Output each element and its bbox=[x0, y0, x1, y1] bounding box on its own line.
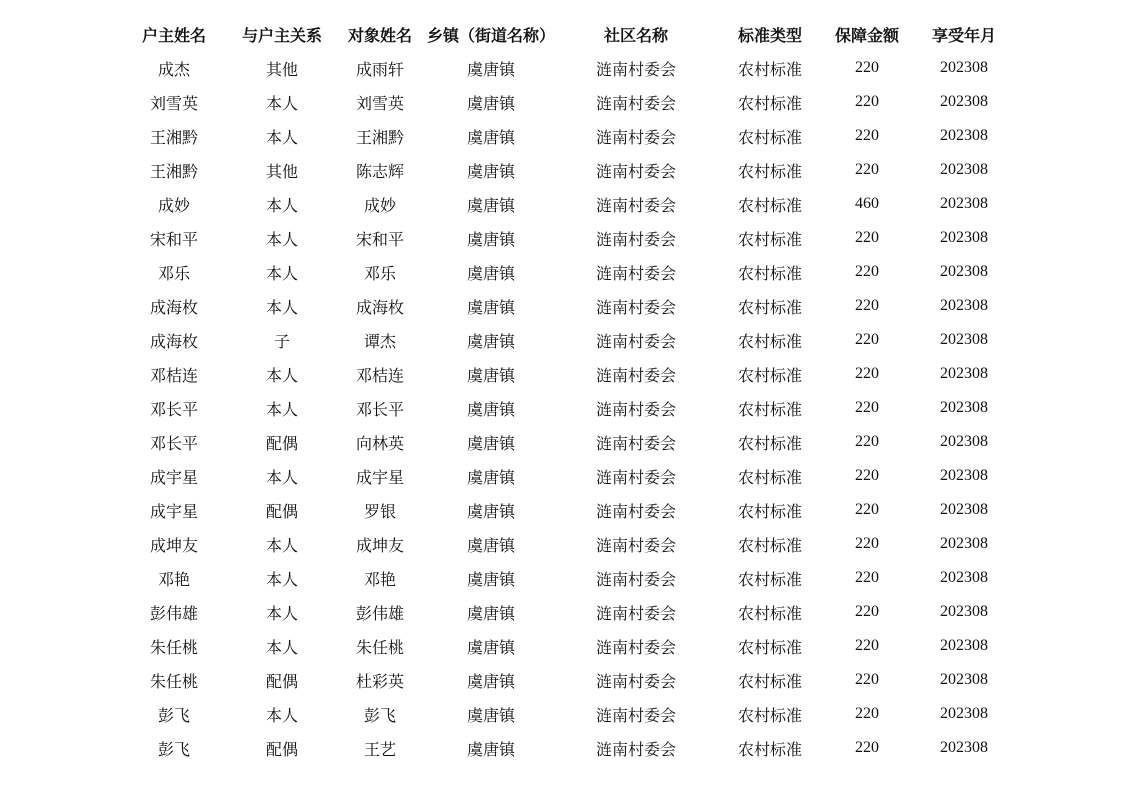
community-cell: 涟南村委会 bbox=[595, 127, 676, 147]
standard-type-cell: 农村标准 bbox=[737, 637, 802, 657]
relationship-cell: 其他 bbox=[265, 59, 298, 79]
beneficiary-name-cell: 邓桔连 bbox=[355, 365, 404, 385]
amount-cell: 220 bbox=[855, 569, 879, 586]
standard-type-cell: 农村标准 bbox=[737, 739, 802, 759]
community-cell: 涟南村委会 bbox=[595, 263, 676, 283]
table-row bbox=[120, 85, 1020, 119]
amount-cell: 220 bbox=[855, 637, 879, 654]
beneficiary-name-cell: 成妙 bbox=[363, 195, 396, 215]
month-cell: 202308 bbox=[940, 195, 988, 212]
community-cell: 涟南村委会 bbox=[595, 297, 676, 317]
household-head-cell: 王湘黔 bbox=[149, 127, 198, 147]
month-cell: 202308 bbox=[940, 263, 988, 280]
township-cell: 虞唐镇 bbox=[466, 59, 515, 79]
column-header-community: 社区名称 bbox=[603, 25, 668, 45]
month-cell: 202308 bbox=[940, 637, 988, 654]
community-cell: 涟南村委会 bbox=[595, 603, 676, 623]
township-cell: 虞唐镇 bbox=[466, 739, 515, 759]
relationship-cell: 配偶 bbox=[265, 433, 298, 453]
community-cell: 涟南村委会 bbox=[595, 671, 676, 691]
amount-cell: 460 bbox=[855, 195, 879, 212]
beneficiary-name-cell: 成雨轩 bbox=[355, 59, 404, 79]
community-cell: 涟南村委会 bbox=[595, 739, 676, 759]
township-cell: 虞唐镇 bbox=[466, 195, 515, 215]
relationship-cell: 本人 bbox=[265, 297, 298, 317]
township-cell: 虞唐镇 bbox=[466, 501, 515, 521]
community-cell: 涟南村委会 bbox=[595, 331, 676, 351]
beneficiary-name-cell: 刘雪英 bbox=[355, 93, 404, 113]
standard-type-cell: 农村标准 bbox=[737, 263, 802, 283]
township-cell: 虞唐镇 bbox=[466, 433, 515, 453]
table-row bbox=[120, 187, 1020, 221]
community-cell: 涟南村委会 bbox=[595, 93, 676, 113]
standard-type-cell: 农村标准 bbox=[737, 433, 802, 453]
relationship-cell: 子 bbox=[273, 331, 290, 351]
community-cell: 涟南村委会 bbox=[595, 59, 676, 79]
relationship-cell: 本人 bbox=[265, 127, 298, 147]
household-head-cell: 彭飞 bbox=[157, 739, 190, 759]
community-cell: 涟南村委会 bbox=[595, 229, 676, 249]
household-head-cell: 成海枚 bbox=[149, 331, 198, 351]
beneficiary-name-cell: 杜彩英 bbox=[355, 671, 404, 691]
community-cell: 涟南村委会 bbox=[595, 637, 676, 657]
relationship-cell: 本人 bbox=[265, 263, 298, 283]
relationship-cell: 配偶 bbox=[265, 739, 298, 759]
beneficiary-name-cell: 成海枚 bbox=[355, 297, 404, 317]
standard-type-cell: 农村标准 bbox=[737, 331, 802, 351]
beneficiary-name-cell: 向林英 bbox=[355, 433, 404, 453]
amount-cell: 220 bbox=[855, 127, 879, 144]
township-cell: 虞唐镇 bbox=[466, 331, 515, 351]
month-cell: 202308 bbox=[940, 569, 988, 586]
township-cell: 虞唐镇 bbox=[466, 297, 515, 317]
table-body bbox=[120, 51, 1020, 765]
township-cell: 虞唐镇 bbox=[466, 569, 515, 589]
table-row bbox=[120, 425, 1020, 459]
relationship-cell: 本人 bbox=[265, 399, 298, 419]
amount-cell: 220 bbox=[855, 331, 879, 348]
township-cell: 虞唐镇 bbox=[466, 161, 515, 181]
standard-type-cell: 农村标准 bbox=[737, 535, 802, 555]
column-header-beneficiary-name: 对象姓名 bbox=[347, 25, 412, 45]
relationship-cell: 其他 bbox=[265, 161, 298, 181]
relationship-cell: 本人 bbox=[265, 229, 298, 249]
relationship-cell: 配偶 bbox=[265, 671, 298, 691]
standard-type-cell: 农村标准 bbox=[737, 501, 802, 521]
household-head-cell: 朱任桃 bbox=[149, 671, 198, 691]
beneficiary-name-cell: 成坤友 bbox=[355, 535, 404, 555]
household-head-cell: 刘雪英 bbox=[149, 93, 198, 113]
month-cell: 202308 bbox=[940, 161, 988, 178]
month-cell: 202308 bbox=[940, 433, 988, 450]
month-cell: 202308 bbox=[940, 467, 988, 484]
beneficiary-name-cell: 彭飞 bbox=[363, 705, 396, 725]
month-cell: 202308 bbox=[940, 297, 988, 314]
amount-cell: 220 bbox=[855, 59, 879, 76]
amount-cell: 220 bbox=[855, 705, 879, 722]
column-header-relationship: 与户主关系 bbox=[241, 25, 322, 45]
beneficiary-name-cell: 陈志辉 bbox=[355, 161, 404, 181]
month-cell: 202308 bbox=[940, 739, 988, 756]
month-cell: 202308 bbox=[940, 399, 988, 416]
amount-cell: 220 bbox=[855, 399, 879, 416]
community-cell: 涟南村委会 bbox=[595, 467, 676, 487]
amount-cell: 220 bbox=[855, 739, 879, 756]
township-cell: 虞唐镇 bbox=[466, 399, 515, 419]
table-row bbox=[120, 255, 1020, 289]
township-cell: 虞唐镇 bbox=[466, 603, 515, 623]
relationship-cell: 本人 bbox=[265, 637, 298, 657]
table-row bbox=[120, 731, 1020, 765]
standard-type-cell: 农村标准 bbox=[737, 229, 802, 249]
relationship-cell: 本人 bbox=[265, 569, 298, 589]
month-cell: 202308 bbox=[940, 59, 988, 76]
township-cell: 虞唐镇 bbox=[466, 467, 515, 487]
column-header-month: 享受年月 bbox=[931, 25, 996, 45]
household-head-cell: 邓桔连 bbox=[149, 365, 198, 385]
standard-type-cell: 农村标准 bbox=[737, 127, 802, 147]
table-row bbox=[120, 391, 1020, 425]
beneficiary-name-cell: 谭杰 bbox=[363, 331, 396, 351]
table-row bbox=[120, 595, 1020, 629]
column-header-standard-type: 标准类型 bbox=[737, 25, 802, 45]
amount-cell: 220 bbox=[855, 263, 879, 280]
community-cell: 涟南村委会 bbox=[595, 195, 676, 215]
amount-cell: 220 bbox=[855, 93, 879, 110]
amount-cell: 220 bbox=[855, 603, 879, 620]
household-head-cell: 王湘黔 bbox=[149, 161, 198, 181]
community-cell: 涟南村委会 bbox=[595, 569, 676, 589]
relationship-cell: 本人 bbox=[265, 365, 298, 385]
household-head-cell: 邓乐 bbox=[157, 263, 190, 283]
amount-cell: 220 bbox=[855, 501, 879, 518]
household-head-cell: 成宇星 bbox=[149, 467, 198, 487]
beneficiary-name-cell: 邓长平 bbox=[355, 399, 404, 419]
table-row bbox=[120, 323, 1020, 357]
month-cell: 202308 bbox=[940, 705, 988, 722]
assistance-table bbox=[120, 17, 1020, 765]
month-cell: 202308 bbox=[940, 229, 988, 246]
standard-type-cell: 农村标准 bbox=[737, 569, 802, 589]
table-row bbox=[120, 493, 1020, 527]
standard-type-cell: 农村标准 bbox=[737, 705, 802, 725]
household-head-cell: 邓艳 bbox=[157, 569, 190, 589]
table-row bbox=[120, 527, 1020, 561]
community-cell: 涟南村委会 bbox=[595, 365, 676, 385]
township-cell: 虞唐镇 bbox=[466, 637, 515, 657]
community-cell: 涟南村委会 bbox=[595, 535, 676, 555]
beneficiary-name-cell: 邓艳 bbox=[363, 569, 396, 589]
table-row bbox=[120, 51, 1020, 85]
amount-cell: 220 bbox=[855, 229, 879, 246]
township-cell: 虞唐镇 bbox=[466, 93, 515, 113]
standard-type-cell: 农村标准 bbox=[737, 93, 802, 113]
column-header-household-head: 户主姓名 bbox=[141, 25, 206, 45]
beneficiary-name-cell: 彭伟雄 bbox=[355, 603, 404, 623]
month-cell: 202308 bbox=[940, 603, 988, 620]
table-row bbox=[120, 357, 1020, 391]
column-header-township: 乡镇（街道名称） bbox=[426, 25, 555, 45]
township-cell: 虞唐镇 bbox=[466, 263, 515, 283]
amount-cell: 220 bbox=[855, 433, 879, 450]
township-cell: 虞唐镇 bbox=[466, 535, 515, 555]
month-cell: 202308 bbox=[940, 671, 988, 688]
amount-cell: 220 bbox=[855, 671, 879, 688]
household-head-cell: 成海枚 bbox=[149, 297, 198, 317]
household-head-cell: 朱任桃 bbox=[149, 637, 198, 657]
relationship-cell: 本人 bbox=[265, 467, 298, 487]
household-head-cell: 成妙 bbox=[157, 195, 190, 215]
table-row bbox=[120, 289, 1020, 323]
household-head-cell: 成杰 bbox=[157, 59, 190, 79]
month-cell: 202308 bbox=[940, 93, 988, 110]
township-cell: 虞唐镇 bbox=[466, 705, 515, 725]
relationship-cell: 本人 bbox=[265, 603, 298, 623]
relationship-cell: 配偶 bbox=[265, 501, 298, 521]
amount-cell: 220 bbox=[855, 161, 879, 178]
beneficiary-name-cell: 王艺 bbox=[363, 739, 396, 759]
community-cell: 涟南村委会 bbox=[595, 501, 676, 521]
month-cell: 202308 bbox=[940, 331, 988, 348]
household-head-cell: 成坤友 bbox=[149, 535, 198, 555]
beneficiary-name-cell: 邓乐 bbox=[363, 263, 396, 283]
community-cell: 涟南村委会 bbox=[595, 433, 676, 453]
beneficiary-name-cell: 成宇星 bbox=[355, 467, 404, 487]
community-cell: 涟南村委会 bbox=[595, 705, 676, 725]
household-head-cell: 成宇星 bbox=[149, 501, 198, 521]
amount-cell: 220 bbox=[855, 535, 879, 552]
month-cell: 202308 bbox=[940, 365, 988, 382]
township-cell: 虞唐镇 bbox=[466, 671, 515, 691]
month-cell: 202308 bbox=[940, 501, 988, 518]
beneficiary-name-cell: 王湘黔 bbox=[355, 127, 404, 147]
table-row bbox=[120, 629, 1020, 663]
relationship-cell: 本人 bbox=[265, 705, 298, 725]
table-row bbox=[120, 153, 1020, 187]
amount-cell: 220 bbox=[855, 365, 879, 382]
relationship-cell: 本人 bbox=[265, 535, 298, 555]
document-page bbox=[120, 17, 1020, 765]
standard-type-cell: 农村标准 bbox=[737, 365, 802, 385]
beneficiary-name-cell: 罗银 bbox=[363, 501, 396, 521]
table-header-row bbox=[120, 17, 1020, 51]
beneficiary-name-cell: 宋和平 bbox=[355, 229, 404, 249]
amount-cell: 220 bbox=[855, 467, 879, 484]
table-row bbox=[120, 459, 1020, 493]
table-row bbox=[120, 221, 1020, 255]
community-cell: 涟南村委会 bbox=[595, 399, 676, 419]
column-header-amount: 保障金额 bbox=[834, 25, 899, 45]
township-cell: 虞唐镇 bbox=[466, 127, 515, 147]
table-row bbox=[120, 697, 1020, 731]
standard-type-cell: 农村标准 bbox=[737, 671, 802, 691]
township-cell: 虞唐镇 bbox=[466, 365, 515, 385]
standard-type-cell: 农村标准 bbox=[737, 195, 802, 215]
community-cell: 涟南村委会 bbox=[595, 161, 676, 181]
standard-type-cell: 农村标准 bbox=[737, 59, 802, 79]
table-row bbox=[120, 119, 1020, 153]
standard-type-cell: 农村标准 bbox=[737, 297, 802, 317]
household-head-cell: 彭伟雄 bbox=[149, 603, 198, 623]
standard-type-cell: 农村标准 bbox=[737, 467, 802, 487]
standard-type-cell: 农村标准 bbox=[737, 399, 802, 419]
month-cell: 202308 bbox=[940, 535, 988, 552]
beneficiary-name-cell: 朱任桃 bbox=[355, 637, 404, 657]
relationship-cell: 本人 bbox=[265, 93, 298, 113]
month-cell: 202308 bbox=[940, 127, 988, 144]
standard-type-cell: 农村标准 bbox=[737, 603, 802, 623]
table-row bbox=[120, 663, 1020, 697]
relationship-cell: 本人 bbox=[265, 195, 298, 215]
household-head-cell: 邓长平 bbox=[149, 433, 198, 453]
amount-cell: 220 bbox=[855, 297, 879, 314]
standard-type-cell: 农村标准 bbox=[737, 161, 802, 181]
township-cell: 虞唐镇 bbox=[466, 229, 515, 249]
household-head-cell: 彭飞 bbox=[157, 705, 190, 725]
table-row bbox=[120, 561, 1020, 595]
household-head-cell: 邓长平 bbox=[149, 399, 198, 419]
household-head-cell: 宋和平 bbox=[149, 229, 198, 249]
